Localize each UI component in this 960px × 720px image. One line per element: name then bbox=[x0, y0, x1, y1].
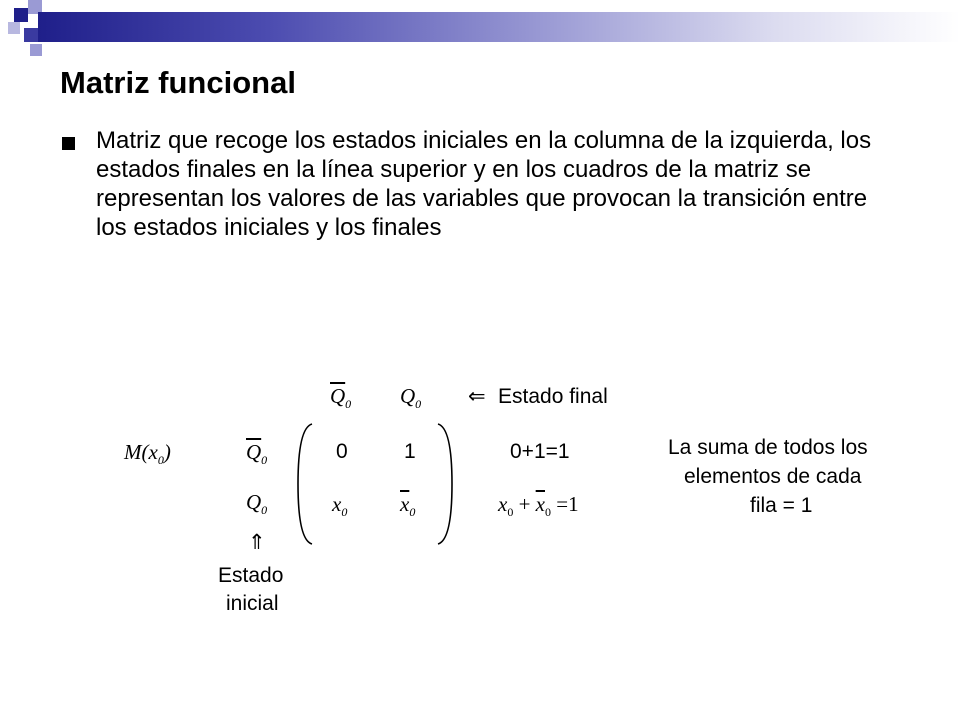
col-header-q0-bar bbox=[330, 384, 351, 409]
left-paren bbox=[298, 424, 312, 544]
matrix-cell-0-1: 1 bbox=[404, 440, 416, 463]
corner-square-light-3 bbox=[30, 44, 42, 56]
corner-square-light-2 bbox=[8, 22, 20, 34]
col-header-q0-bar-sub: 0 bbox=[345, 397, 352, 411]
matrix-label-close: ) bbox=[163, 440, 171, 464]
initial-state-label-2: inicial bbox=[226, 592, 279, 615]
row-sum-2-plus: + bbox=[518, 492, 531, 516]
matrix-cell-1-1-sub: 0 bbox=[409, 505, 416, 519]
row-header-q0-bar-sym: $\overline{Q}$ bbox=[246, 440, 262, 464]
row-header-q0-bar-sub: 0 bbox=[261, 453, 268, 467]
sum-note-line-3: fila = 1 bbox=[750, 494, 813, 517]
initial-state-label-1: Estado bbox=[218, 564, 284, 587]
row-header-q0 bbox=[246, 490, 267, 515]
row-sum-2-a-sub: 0 bbox=[507, 505, 514, 519]
col-header-q0-sub: 0 bbox=[415, 397, 422, 411]
row-sum-2 bbox=[498, 492, 579, 517]
final-state-label: Estado final bbox=[498, 385, 608, 408]
matrix-cell-1-1-sym: $\overline{x}$ bbox=[400, 492, 410, 516]
row-header-q0-sym: Q bbox=[246, 490, 262, 514]
initial-arrow-icon: ⇑ bbox=[248, 530, 266, 554]
sum-note-line-1: La suma de todos los bbox=[668, 436, 868, 459]
matrix-cell-1-1 bbox=[400, 492, 415, 517]
matrix-cell-0-0: 0 bbox=[336, 440, 348, 463]
col-header-q0-sym: Q bbox=[400, 384, 416, 408]
header-gradient-bar bbox=[38, 12, 960, 42]
corner-square-dark-2 bbox=[24, 28, 38, 42]
row-sum-2-eq: =1 bbox=[556, 492, 579, 516]
matrix-label-text: M(x bbox=[124, 440, 158, 464]
slide-title: Matriz funcional bbox=[60, 65, 296, 100]
col-header-q0 bbox=[400, 384, 421, 409]
right-paren bbox=[438, 424, 452, 544]
bullet-marker bbox=[62, 137, 75, 150]
row-sum-1: 0+1=1 bbox=[510, 440, 570, 463]
matrix-brackets bbox=[296, 422, 460, 546]
bullet-text: Matriz que recoge los estados iniciales en la columna de la izquierda, los estados finales en la línea superior y en los cuadros de la matriz se representan los valores de las variables que provocan la transición entre los estados iniciales y los finales bbox=[96, 127, 872, 241]
row-sum-2-a: x bbox=[498, 492, 508, 516]
matrix-label-sub: 0 bbox=[157, 453, 164, 467]
matrix-label bbox=[124, 440, 171, 465]
final-arrow-icon: ⇐ bbox=[468, 384, 486, 408]
matrix-cell-1-0-sub: 0 bbox=[341, 505, 348, 519]
matrix-cell-1-0-sym: x bbox=[332, 492, 342, 516]
row-sum-2-b: $\overline{x}$ bbox=[535, 492, 545, 516]
sum-note-line-2: elementos de cada bbox=[684, 465, 862, 488]
corner-square-dark bbox=[14, 8, 28, 22]
matrix-cell-1-0 bbox=[332, 492, 347, 517]
row-header-q0-bar bbox=[246, 440, 267, 465]
col-header-q0-bar-sym: $\overline{Q}$ bbox=[330, 384, 346, 408]
row-sum-2-b-sub: 0 bbox=[545, 505, 551, 519]
row-header-q0-sub: 0 bbox=[261, 503, 268, 517]
